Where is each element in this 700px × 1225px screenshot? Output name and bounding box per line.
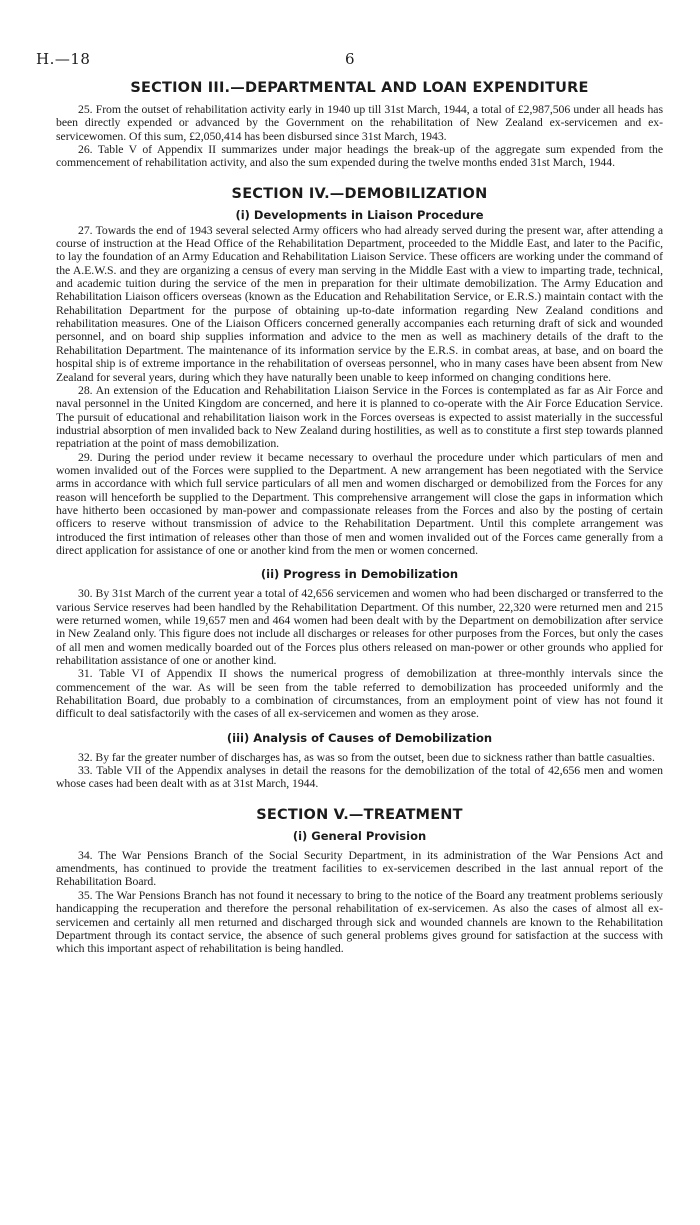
paragraph-27: 27. Towards the end of 1943 several selected Army officers who had already served during the present war, after attending a course of instruction at the Head Office of the Rehabilitation Department, proceeded to the Middle East, and later to the Pacific, to lay the foundation of an Army Education and Rehabilitation Liaison Service. These officers are working under the command of the A.E.W.S. and they are organizing a census of every man serving in the Middle East with a view to imparting trade, technical, and academic tuition during the service of the men in preparation for their ultimate demobilization. The Army Education and Rehabilitation Liaison officers overseas (known as the Education and Rehabilitation Service, or E.R.S.) maintain contact with the Rehabilitation Department for the purpose of obtaining up-to-date information regarding New Zealand conditions and rehabilitation measures. One of the Liaison Officers concerned generally accompanies each returning draft of sick and wounded personnel, and on board ship supplies information and advice to the men as well as machinery details of the draft to the Rehabilitation Department. The maintenance of its information service by the E.R.S. in combat areas, at base, and on board the hospital ship is of extreme importance in the rehabilitation of overseas personnel, who in many cases have been absent from New Zealand for several years, during which they have naturally been unable to keep informed on changing conditions here. xyxy=(56,223,663,384)
paragraph-28: 28. An extension of the Education and Rehabilitation Liaison Service in the Forces is contemplated as far as Air Force and naval personnel in the United Kingdom are concerned, and here it is planned to co-operate with the Air Force Education Service. The pursuit of educational and rehabilitation liaison work in the Forces overseas is expected to assist materially in the successful industrial absorption of men invalided back to New Zealand during hostilities, as well as to constitute a first step towards planned repatriation at the point of mass demobilization. xyxy=(56,383,663,451)
paragraph-31: 31. Table VI of Appendix II shows the numerical progress of demobilization at three-monthly intervals since the commencement of the war. As will be seen from the table referred to demobilization has proceeded uniformly and the Rehabilitation Board, due probably to a combination of circumstances, from an employment point of view has not found it difficult to deal satisfactorily with the cases of all ex-servicemen and women as they arose. xyxy=(56,667,663,721)
paragraph-25: 25. From the outset of rehabilitation activity early in 1940 up till 31st March, 1944, a total of £2,987,506 under all heads has been directly expended or advanced by the Government on the rehabilitation of New Zealand ex-servicemen and ex-servicewomen. Of this sum, £2,050,414 has been disbursed since 31st March, 1943. xyxy=(56,103,663,143)
report-reference: H.—18 xyxy=(36,50,91,68)
section-5-title: SECTION V.—TREATMENT xyxy=(256,806,463,823)
document-body xyxy=(56,80,663,956)
subsection-progress-title: (ii) Progress in Demobilization xyxy=(260,567,459,582)
subsection-general-provision-title: (i) General Provision xyxy=(292,828,427,843)
subsection-causes-title: (iii) Analysis of Causes of Demobilization xyxy=(226,730,493,745)
subsection-liaison-procedure-title: (i) Developments in Liaison Procedure xyxy=(235,207,484,222)
paragraph-32: 32. By far the greater number of discharges has, as was so from the outset, been due to sickness rather than battle casualties. xyxy=(78,750,655,764)
paragraph-33: 33. Table VII of the Appendix analyses in detail the reasons for the demobilization of the total of 42,656 men and women whose cases had been dealt with as at 31st March, 1944. xyxy=(56,764,663,791)
paragraph-29: 29. During the period under review it became necessary to overhaul the procedure under which particulars of men and women invalided out of the Forces were supplied to the Department. A new arrangement has been negotiated with the Service arms in accordance with which full service particulars of all men and women discharged or demobilized from the Forces for any reason will henceforth be supplied to the Department. This comprehensive arrangement will close the gaps in information which have hitherto been occasioned by man-power and compassionate releases from the Forces and also by the posting of certain officers to reserve without transmission of advice to the Rehabilitation Department. Until this complete arrangement was introduced the first intimation of releases other than those of men and women invalided out of the Forces came generally from a direct application for assistance of one or another kind from the men or women concerned. xyxy=(56,450,663,557)
paragraph-35: 35. The War Pensions Branch has not found it necessary to bring to the notice of the Board any treatment problems seriously handicapping the recuperation and therefore the personal rehabilitation of ex-servicemen. As also the cases of almost all ex-servicemen and certainly all men returned and discharged through sick and wounded channels are known to the Rehabilitation Department through its contact service, the absence of such general problems gives ground for satisfaction at the success with which this important aspect of rehabilitation is being handled. xyxy=(56,888,663,956)
section-3-title: SECTION III.—DEPARTMENTAL AND LOAN EXPENDITURE xyxy=(130,80,589,96)
paragraph-26: 26. Table V of Appendix II summarizes under major headings the break-up of the aggregate sum expended from the commencement of rehabilitation activity, and also the sum expended during the twelve months ended 31st March, 1944. xyxy=(56,143,663,170)
page-number: 6 xyxy=(345,50,355,68)
paragraph-34: 34. The War Pensions Branch of the Social Security Department, in its administration of the War Pensions Act and amendments, has continued to provide the treatment facilities to ex-servicemen described in the last annual report of the Rehabilitation Board. xyxy=(56,848,663,889)
paragraph-30: 30. By 31st March of the current year a total of 42,656 servicemen and women who had been discharged or transferred to the various Service reserves had been handled by the Rehabilitation Department. Of this number, 22,320 were returned men and 215 were returned women, while 19,657 men and 464 women had been dealt with by the Department on demobilization after service in New Zealand only. This figure does not include all discharges or releases for other purposes from the Forces, but only the cases of all men and women medically boarded out of the Forces plus others released on man-power or other grounds who applied for rehabilitation assistance of one or another kind. xyxy=(56,587,663,668)
section-4-title: SECTION IV.—DEMOBILIZATION xyxy=(231,185,488,202)
